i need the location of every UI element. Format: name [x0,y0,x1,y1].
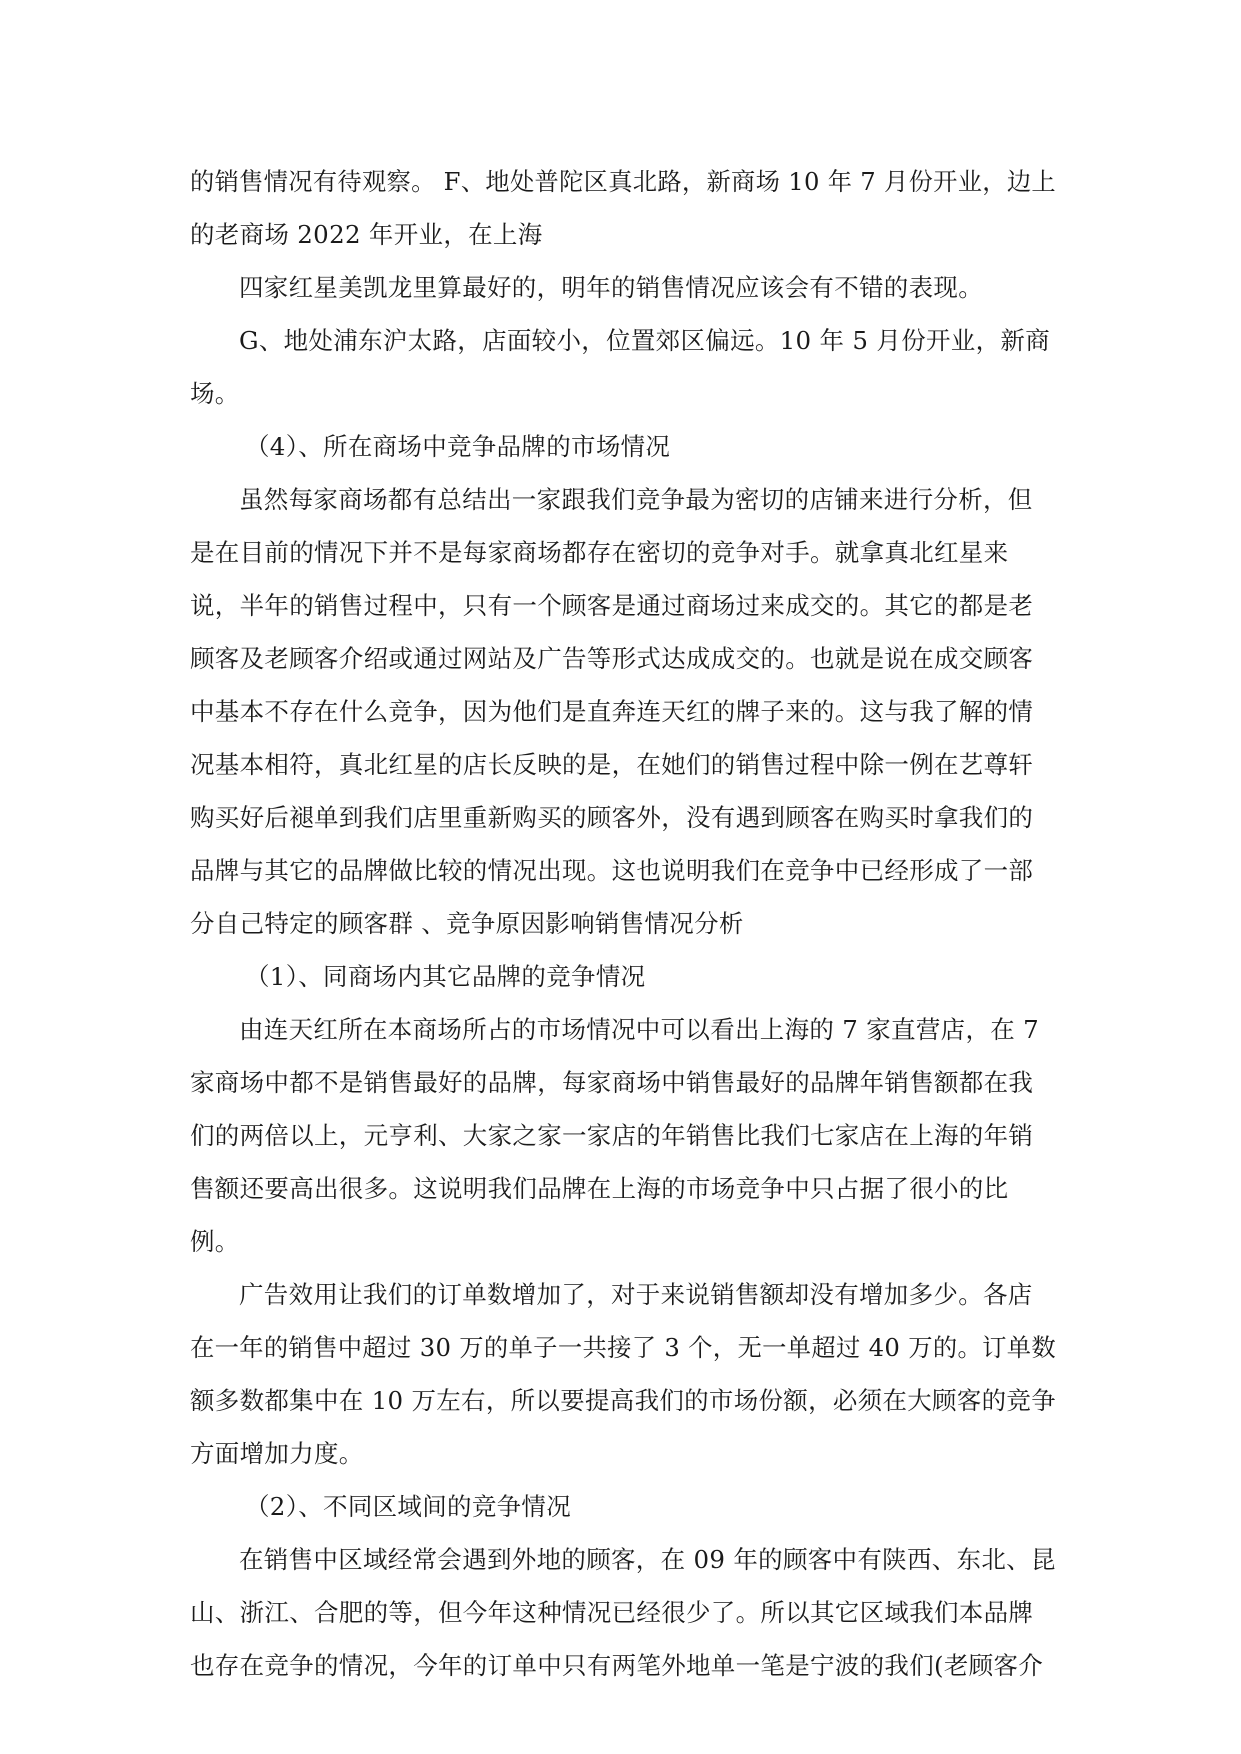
text-line: 场。 [190,379,240,408]
text-line: 况基本相符，真北红星的店长反映的是，在她们的销售过程中除一例在艺尊轩 [190,750,1034,779]
text-line: 售额还要高出很多。这说明我们品牌在上海的市场竞争中只占据了很小的比 [190,1174,1009,1203]
text-line: 是在目前的情况下并不是每家商场都存在密切的竞争对手。就拿真北红星来 [190,538,1009,567]
text-line: 在一年的销售中超过 30 万的单子一共接了 3 个，无一单超过 40 万的。订单数 [190,1333,1056,1362]
text-line: 虽然每家商场都有总结出一家跟我们竞争最为密切的店铺来进行分析，但 [239,485,1033,514]
text-line: 山、浙江、合肥的等，但今年这种情况已经很少了。所以其它区域我们本品牌 [190,1598,1034,1627]
text-line: 广告效用让我们的订单数增加了，对于来说销售额却没有增加多少。各店 [239,1280,1033,1309]
text-line: 方面增加力度。 [190,1439,364,1468]
section-heading: （1）、同商场内其它品牌的竞争情况 [245,962,646,991]
text-line: 分自己特定的顾客群 、竞争原因影响销售情况分析 [190,909,744,938]
text-line: 们的两倍以上，元亨利、大家之家一家店的年销售比我们七家店在上海的年销 [190,1121,1034,1150]
text-line: G、地处浦东沪太路，店面较小，位置郊区偏远。10 年 5 月份开业，新商 [239,326,1050,355]
text-line: 由连天红所在本商场所占的市场情况中可以看出上海的 7 家直营店，在 7 [239,1015,1040,1044]
text-line: 家商场中都不是销售最好的品牌，每家商场中销售最好的品牌年销售额都在我 [190,1068,1034,1097]
text-line: 的老商场 2022 年开业，在上海 [190,220,543,249]
section-heading: （4）、所在商场中竞争品牌的市场情况 [245,432,671,461]
text-line: 品牌与其它的品牌做比较的情况出现。这也说明我们在竞争中已经形成了一部 [190,856,1034,885]
text-line: 四家红星美凯龙里算最好的，明年的销售情况应该会有不错的表现。 [239,273,983,302]
section-heading: （2）、不同区域间的竞争情况 [245,1492,572,1521]
text-line: 也存在竞争的情况，今年的订单中只有两笔外地单一笔是宁波的我们(老顾客介 [190,1651,1044,1680]
text-line: 的销售情况有待观察。 F、地处普陀区真北路，新商场 10 年 7 月份开业，边上 [190,167,1056,196]
text-line: 在销售中区域经常会遇到外地的顾客，在 09 年的顾客中有陕西、东北、昆 [239,1545,1056,1574]
text-line: 额多数都集中在 10 万左右，所以要提高我们的市场份额，必须在大顾客的竞争 [190,1386,1056,1415]
text-line: 购买好后褪单到我们店里重新购买的顾客外，没有遇到顾客在购买时拿我们的 [190,803,1034,832]
text-line: 顾客及老顾客介绍或通过网站及广告等形式达成成交的。也就是说在成交顾客 [190,644,1034,673]
document-body [190,155,1056,1692]
text-line: 说，半年的销售过程中，只有一个顾客是通过商场过来成交的。其它的都是老 [190,591,1034,620]
text-line: 例。 [190,1227,240,1256]
text-line: 中基本不存在什么竞争，因为他们是直奔连天红的牌子来的。这与我了解的情 [190,697,1034,726]
